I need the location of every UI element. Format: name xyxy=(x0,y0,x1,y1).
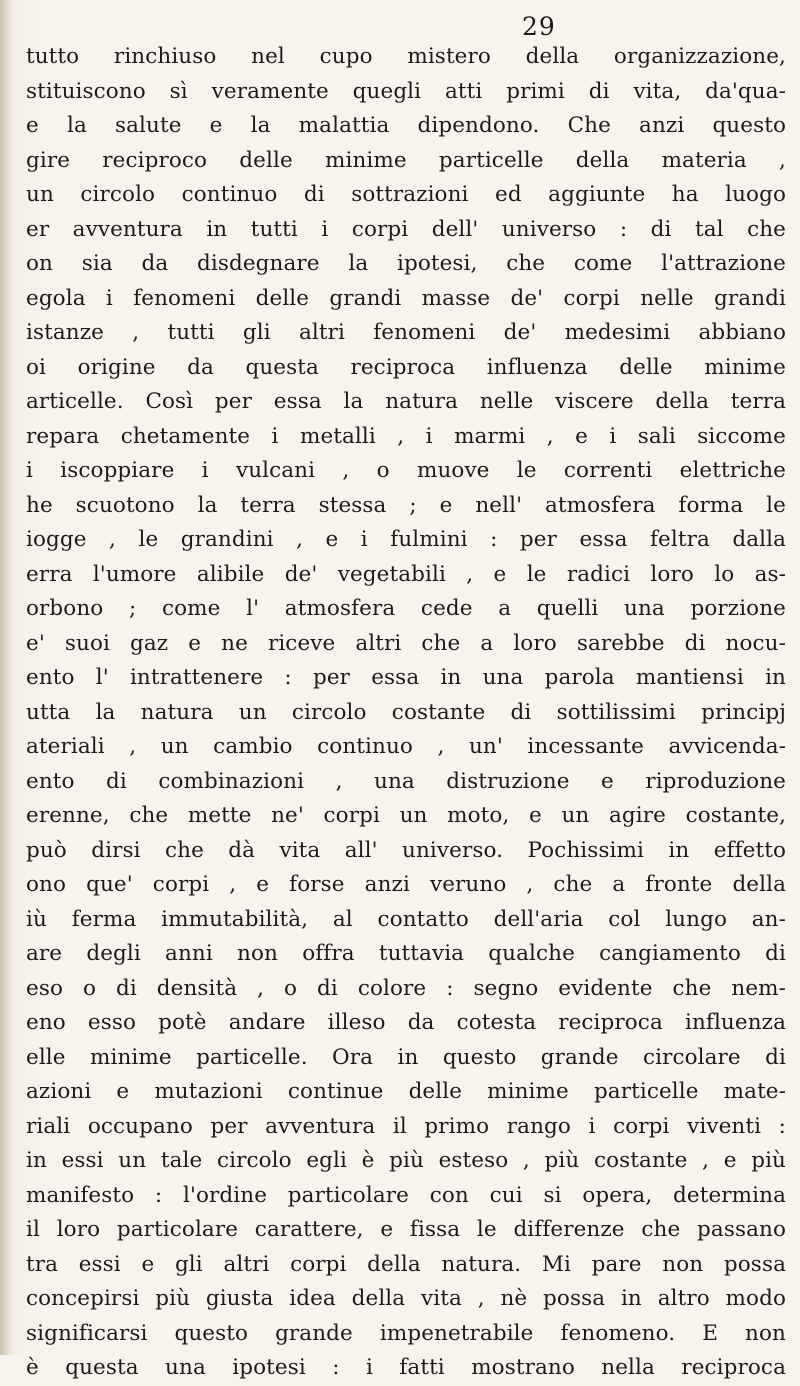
text-line: ono que' corpi , e forse anzi veruno , che a fronte della xyxy=(26,872,786,897)
text-line: tutto rinchiuso nel cupo mistero della organizzazione, xyxy=(26,44,786,69)
text-line: ento l' intrattenere : per essa in una parola mantiensi in xyxy=(26,665,786,690)
text-line: significarsi questo grande impenetrabile fenomeno. E non xyxy=(26,1320,786,1346)
text-line: il loro particolare carattere, e fissa le differenze che passano xyxy=(26,1217,786,1242)
body-text xyxy=(26,40,786,1386)
text-line: ateriali , un cambio continuo , un' incessante avvicenda- xyxy=(26,734,786,759)
text-line: e' suoi gaz e ne riceve altri che a loro sarebbe di nocu- xyxy=(26,630,786,656)
text-line: he scuotono la terra stessa ; e nell' atmosfera forma le xyxy=(26,492,786,518)
text-line: eso o di densità , o di colore : segno evidente che nem- xyxy=(26,975,786,1001)
text-line: eno esso potè andare illeso da cotesta reciproca influenza xyxy=(26,1010,786,1035)
text-line: on sia da disdegnare la ipotesi, che come l'attrazione xyxy=(26,251,786,276)
text-line: iogge , le grandini , e i fulmini : per essa feltra dalla xyxy=(26,527,786,552)
text-line: ento di combinazioni , una distruzione e riproduzione xyxy=(26,768,786,794)
text-line: è questa una ipotesi : i fatti mostrano nella reciproca xyxy=(26,1355,786,1380)
text-line: are degli anni non offra tuttavia qualche cangiamento di xyxy=(26,941,786,966)
text-line: tra essi e gli altri corpi della natura. Mi pare non possa xyxy=(26,1251,786,1277)
text-line: i iscoppiare i vulcani , o muove le correnti elettriche xyxy=(26,458,786,483)
text-line: può dirsi che dà vita all' universo. Pochissimi in effetto xyxy=(26,837,786,863)
text-line: e la salute e la malattia dipendono. Che anzi questo xyxy=(26,113,786,138)
text-line: repara chetamente i metalli , i marmi , e i sali siccome xyxy=(26,423,786,449)
text-line: concepirsi più giusta idea della vita , nè possa in altro modo xyxy=(26,1286,786,1311)
text-line: stituiscono sì veramente quegli atti primi di vita, da'qua- xyxy=(26,78,786,104)
text-line: er avventura in tutti i corpi dell' universo : di tal che xyxy=(26,216,786,242)
text-line: articelle. Così per essa la natura nelle viscere della terra xyxy=(26,389,786,414)
text-line: erra l'umore alibile de' vegetabili , e le radici loro lo as- xyxy=(26,561,786,587)
text-line: gire reciproco delle minime particelle della materia , xyxy=(26,147,786,173)
page-number: 29 xyxy=(522,12,556,41)
text-line: riali occupano per avventura il primo rango i corpi viventi : xyxy=(26,1113,786,1139)
text-line: orbono ; come l' atmosfera cede a quelli una porzione xyxy=(26,596,786,621)
text-line: utta la natura un circolo costante di sottilissimi principj xyxy=(26,699,786,725)
text-line: oi origine da questa reciproca influenza delle minime xyxy=(26,354,786,380)
text-line: manifesto : l'ordine particolare con cui si opera, determina xyxy=(26,1182,786,1208)
text-line: azioni e mutazioni continue delle minime particelle mate- xyxy=(26,1079,786,1104)
text-line: egola i fenomeni delle grandi masse de' corpi nelle grandi xyxy=(26,285,786,311)
text-line: in essi un tale circolo egli è più esteso , più costante , e più xyxy=(26,1148,786,1173)
binding-edge xyxy=(0,0,12,1355)
text-line: istanze , tutti gli altri fenomeni de' medesimi abbiano xyxy=(26,320,786,345)
text-line: un circolo continuo di sottrazioni ed aggiunte ha luogo xyxy=(26,182,786,207)
text-line: elle minime particelle. Ora in questo grande circolare di xyxy=(26,1044,786,1070)
text-line: iù ferma immutabilità, al contatto dell'aria col lungo an- xyxy=(26,906,786,932)
text-line: erenne, che mette ne' corpi un moto, e un agire costante, xyxy=(26,803,786,828)
